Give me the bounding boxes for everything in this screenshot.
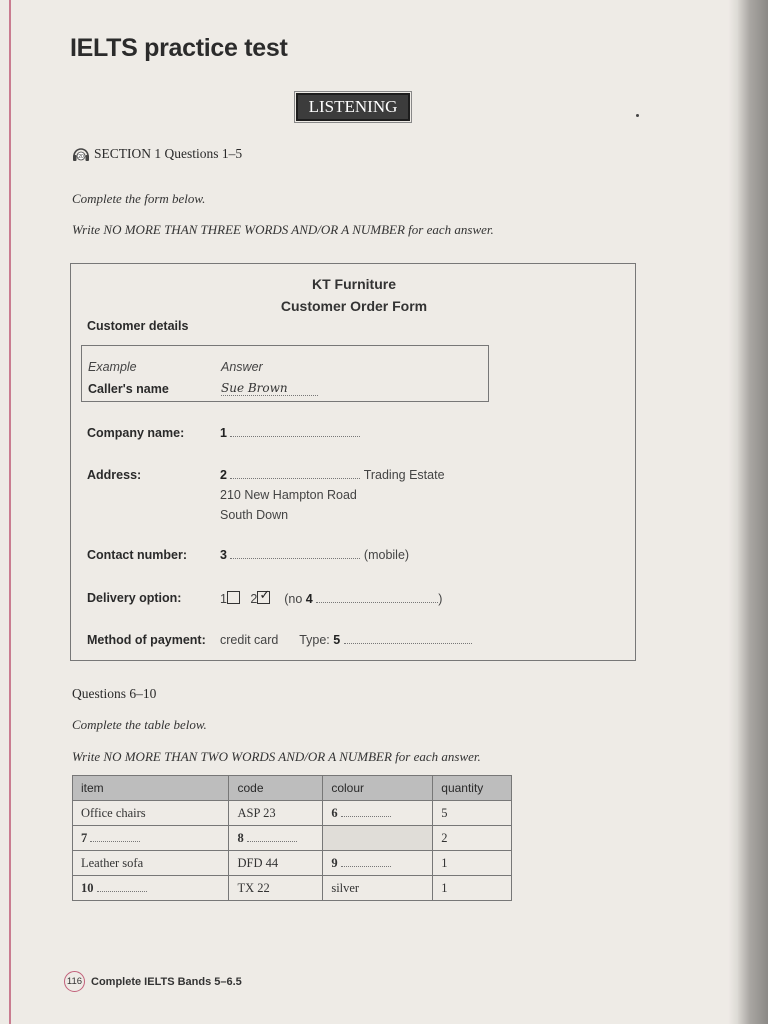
cell-colour-empty: [323, 826, 433, 851]
header-code: code: [229, 776, 323, 801]
question-1-number: 1: [220, 426, 227, 440]
answer-blank-3[interactable]: [230, 548, 360, 559]
page-footer: [64, 971, 242, 992]
cell-code-answer-8[interactable]: [229, 826, 323, 851]
answer-blank-8[interactable]: [247, 831, 297, 842]
cell-quantity: 2: [433, 826, 512, 851]
address-line-3: South Down: [220, 508, 289, 522]
answer-blank-5[interactable]: [344, 633, 472, 644]
contact-answer-field[interactable]: [220, 548, 409, 562]
delivery-option-2-checkbox[interactable]: [257, 587, 271, 604]
header-item: item: [73, 776, 229, 801]
delivery-option-1-checkbox[interactable]: [227, 591, 240, 604]
questions-6-10-heading: Questions 6–10: [72, 686, 157, 701]
payment-field: [220, 633, 472, 647]
page-number: 116: [64, 971, 85, 992]
cell-quantity: 1: [433, 876, 512, 901]
delivery-option-2-label: 2: [250, 592, 258, 606]
question-9-number: 9: [331, 855, 338, 870]
delivery-option-label: Delivery option:: [87, 591, 182, 605]
contact-suffix: (mobile): [363, 548, 410, 562]
cell-quantity: 1: [433, 851, 512, 876]
answer-blank-10[interactable]: [97, 881, 147, 892]
page-speck: [636, 114, 639, 117]
table-row: [73, 826, 512, 851]
payment-value: credit card: [220, 633, 279, 647]
section-heading-text: SECTION 1 Questions 1–5: [94, 146, 243, 161]
address-label: Address:: [87, 468, 142, 482]
answer-blank-9[interactable]: [341, 856, 391, 867]
callers-name-label: Caller's name: [88, 382, 169, 396]
section-heading: [72, 146, 242, 162]
answer-label: Answer: [221, 360, 263, 374]
instruction-complete-form: Complete the form below.: [72, 191, 206, 206]
cell-item: Leather sofa: [73, 851, 229, 876]
delivery-option-1-label: 1: [220, 592, 227, 606]
question-4-number: 4: [305, 592, 313, 606]
answer-blank-2[interactable]: [230, 468, 360, 479]
callers-name-answer: Sue Brown: [221, 381, 318, 396]
question-8-number: 8: [237, 830, 244, 845]
page-right-edge: [738, 0, 768, 1024]
example-box: [81, 345, 489, 402]
address-line-2: 210 New Hampton Road: [220, 488, 357, 502]
listening-banner: LISTENING: [296, 93, 410, 121]
table-header-row: [73, 776, 512, 801]
cell-code: TX 22: [229, 876, 323, 901]
example-label: Example: [88, 360, 137, 374]
cell-item: Office chairs: [73, 801, 229, 826]
payment-type-label: Type:: [299, 633, 330, 647]
header-quantity: quantity: [433, 776, 512, 801]
delivery-note-suffix: ): [438, 592, 443, 606]
question-5-number: 5: [333, 633, 341, 647]
question-6-number: 6: [331, 805, 338, 820]
answer-blank-4[interactable]: [316, 592, 438, 603]
cell-code: DFD 44: [229, 851, 323, 876]
headphones-audio-icon[interactable]: [72, 146, 90, 162]
page-title: IELTS practice test: [70, 34, 288, 62]
delivery-note-prefix: (no: [284, 592, 303, 606]
cell-colour: silver: [323, 876, 433, 901]
instruction-word-limit-2: Write NO MORE THAN TWO WORDS AND/OR A NUMBER for each answer.: [72, 749, 481, 764]
answer-blank-1[interactable]: [230, 426, 360, 437]
answer-blank-6[interactable]: [341, 806, 391, 817]
cell-quantity: 5: [433, 801, 512, 826]
question-10-number: 10: [81, 880, 94, 895]
table-row: [73, 876, 512, 901]
table-row: [73, 851, 512, 876]
audio-track-number: 20: [78, 154, 84, 160]
question-3-number: 3: [220, 548, 227, 562]
questions-table: [72, 775, 512, 901]
payment-method-label: Method of payment:: [87, 633, 206, 647]
cell-item-answer-7[interactable]: [73, 826, 229, 851]
contact-number-label: Contact number:: [87, 548, 187, 562]
question-2-number: 2: [220, 468, 227, 482]
company-answer-field[interactable]: [220, 426, 360, 440]
cell-item-answer-10[interactable]: [73, 876, 229, 901]
book-title: Complete IELTS Bands 5–6.5: [91, 975, 242, 988]
header-colour: colour: [323, 776, 433, 801]
instruction-word-limit: Write NO MORE THAN THREE WORDS AND/OR A NUMBER for each answer.: [72, 222, 494, 237]
cell-code: ASP 23: [229, 801, 323, 826]
address-suffix: Trading Estate: [363, 468, 445, 482]
page-binding-edge: [9, 0, 11, 1024]
page-shadow: [728, 0, 738, 1024]
question-7-number: 7: [81, 830, 88, 845]
cell-colour-answer-9[interactable]: [323, 851, 433, 876]
address-answer-field[interactable]: [220, 468, 445, 482]
table-row: [73, 801, 512, 826]
checkmark-icon: ✓: [259, 587, 271, 602]
form-title-company: KT Furniture: [312, 276, 396, 292]
order-form: [70, 263, 636, 661]
form-title-order: Customer Order Form: [280, 298, 428, 314]
instruction-complete-table: Complete the table below.: [72, 717, 207, 732]
company-name-label: Company name:: [87, 426, 185, 440]
answer-blank-7[interactable]: [90, 831, 140, 842]
delivery-options: [220, 587, 443, 606]
cell-colour-answer-6[interactable]: [323, 801, 433, 826]
customer-details-heading: Customer details: [87, 319, 189, 333]
